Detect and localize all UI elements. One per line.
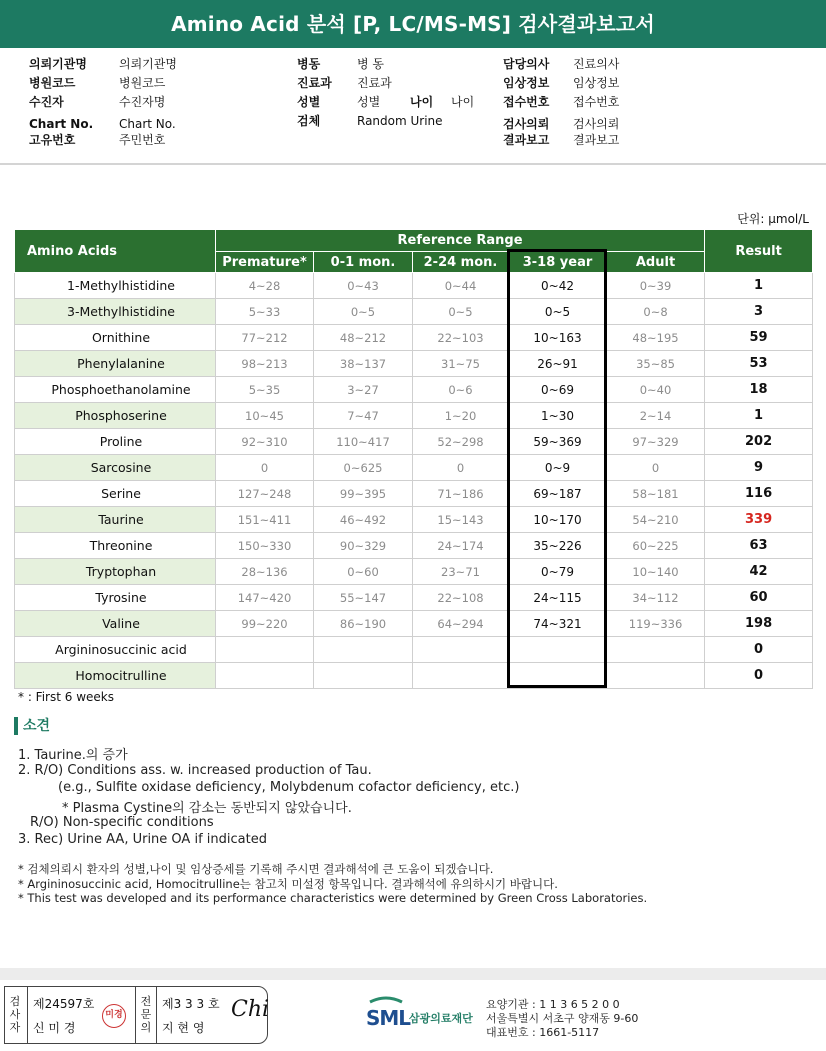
ref-2-24-mon: 31~75 (413, 351, 509, 377)
ref-premature (216, 663, 314, 689)
finding-line: 2. R/O) Conditions ass. w. increased production of Tau. (18, 763, 372, 778)
hdr-label: 임상정보 (503, 76, 550, 90)
tester-label: 검사자 (9, 995, 21, 1034)
hdr-label: 검체 (297, 114, 321, 128)
ref-0-1-mon: 0~43 (314, 273, 413, 299)
ref-premature: 151~411 (216, 507, 314, 533)
signature-box (4, 986, 268, 1044)
table-row (15, 403, 813, 429)
table-row (15, 273, 813, 299)
ref-adult: 0 (607, 455, 705, 481)
ref-premature: 28~136 (216, 559, 314, 585)
ref-adult: 48~195 (607, 325, 705, 351)
ref-3-18-year: 0~69 (509, 377, 607, 403)
table-row (15, 455, 813, 481)
ref-3-18-year (509, 663, 607, 689)
ref-0-1-mon: 38~137 (314, 351, 413, 377)
ref-2-24-mon: 15~143 (413, 507, 509, 533)
ref-0-1-mon: 86~190 (314, 611, 413, 637)
hdr-value: 수진자명 (119, 95, 166, 109)
tester-cert: 제24597호 (33, 997, 95, 1011)
org-address: 서울특별시 서초구 양재동 9-60 (486, 1012, 639, 1025)
ref-3-18-year: 10~163 (509, 325, 607, 351)
ref-premature: 77~212 (216, 325, 314, 351)
amino-acid-name: Homocitrulline (15, 663, 216, 689)
ref-3-18-year (509, 637, 607, 663)
ref-0-1-mon: 46~492 (314, 507, 413, 533)
ref-adult: 35~85 (607, 351, 705, 377)
result-value: 116 (705, 481, 813, 507)
ref-premature: 147~420 (216, 585, 314, 611)
ref-premature: 150~330 (216, 533, 314, 559)
result-value: 198 (705, 611, 813, 637)
hdr-label: 결과보고 (503, 133, 550, 147)
result-value: 60 (705, 585, 813, 611)
ref-0-1-mon: 0~625 (314, 455, 413, 481)
ref-2-24-mon (413, 663, 509, 689)
ref-adult: 54~210 (607, 507, 705, 533)
col-reference-range: Reference Range (216, 230, 705, 252)
ref-premature: 10~45 (216, 403, 314, 429)
table-row (15, 351, 813, 377)
ref-2-24-mon: 24~174 (413, 533, 509, 559)
divider (135, 987, 136, 1043)
ref-adult: 119~336 (607, 611, 705, 637)
amino-acid-name: Phenylalanine (15, 351, 216, 377)
ref-3-18-year: 0~79 (509, 559, 607, 585)
ref-adult (607, 637, 705, 663)
table-row (15, 611, 813, 637)
amino-acid-name: Tryptophan (15, 559, 216, 585)
table-row (15, 533, 813, 559)
col-0-1-mon: 0-1 mon. (314, 252, 413, 273)
report-title: Amino Acid 분석 [P, LC/MS-MS] 검사결과보고서 (0, 0, 826, 48)
ref-premature: 0 (216, 455, 314, 481)
result-value: 63 (705, 533, 813, 559)
ref-2-24-mon: 64~294 (413, 611, 509, 637)
divider (27, 987, 28, 1043)
ref-2-24-mon: 71~186 (413, 481, 509, 507)
seal-stamp: 미경 (102, 1004, 126, 1028)
org-name: 삼광의료재단 (409, 1012, 473, 1025)
hdr-value: 임상정보 (573, 76, 620, 90)
unit-label: 단위: μmol/L (737, 212, 809, 226)
ref-3-18-year: 26~91 (509, 351, 607, 377)
table-row (15, 325, 813, 351)
ref-2-24-mon: 52~298 (413, 429, 509, 455)
ref-3-18-year: 74~321 (509, 611, 607, 637)
hdr-value: 의뢰기관명 (119, 57, 177, 71)
result-value: 1 (705, 273, 813, 299)
note-line: * 검체의뢰시 환자의 성별,나이 및 임상증세를 기록해 주시면 결과해석에 큰 도움이 되겠습니다. (18, 862, 494, 876)
ref-adult: 34~112 (607, 585, 705, 611)
note-line: * This test was developed and its performance characteristics were determined by Green Cross Laboratories. (18, 891, 648, 905)
result-value: 339 (705, 507, 813, 533)
ref-3-18-year: 59~369 (509, 429, 607, 455)
ref-3-18-year: 24~115 (509, 585, 607, 611)
hdr-value: 검사의뢰 (573, 117, 620, 131)
result-value: 59 (705, 325, 813, 351)
org-code: 요양기관 : 1 1 3 6 5 2 0 0 (486, 998, 620, 1011)
hdr-value: 주민번호 (119, 133, 166, 147)
finding-line: * Plasma Cystine의 감소는 동반되지 않았습니다. (62, 801, 352, 816)
ref-adult: 0~39 (607, 273, 705, 299)
ref-premature: 92~310 (216, 429, 314, 455)
hdr-label: 접수번호 (503, 95, 550, 109)
hdr-label: 진료과 (297, 76, 332, 90)
result-value: 0 (705, 663, 813, 689)
org-phone: 대표번호 : 1661-5117 (486, 1026, 600, 1039)
table-row (15, 585, 813, 611)
note-line: * Argininosuccinic acid, Homocitrulline는 참고치 미설정 항목입니다. 결과해석에 유의하시기 바랍니다. (18, 877, 558, 891)
ref-adult (607, 663, 705, 689)
hdr-label: 성별 (297, 95, 321, 109)
ref-adult: 97~329 (607, 429, 705, 455)
signature-mark: Chi (231, 997, 270, 1022)
hdr-value: 진료의사 (573, 57, 620, 71)
ref-2-24-mon: 22~103 (413, 325, 509, 351)
hdr-label: 검사의뢰 (503, 117, 550, 131)
divider (0, 163, 826, 165)
ref-3-18-year: 10~170 (509, 507, 607, 533)
col-adult: Adult (607, 252, 705, 273)
amino-acid-name: Tyrosine (15, 585, 216, 611)
table-row (15, 299, 813, 325)
ref-premature: 127~248 (216, 481, 314, 507)
ref-3-18-year: 35~226 (509, 533, 607, 559)
amino-acid-name: Threonine (15, 533, 216, 559)
amino-acid-name: Proline (15, 429, 216, 455)
hdr-value: 결과보고 (573, 133, 620, 147)
table-row (15, 507, 813, 533)
result-value: 3 (705, 299, 813, 325)
hdr-label: 수진자 (29, 95, 64, 109)
divider (156, 987, 157, 1043)
hdr-value: 진료과 (357, 76, 392, 90)
table-row (15, 377, 813, 403)
ref-2-24-mon: 0~6 (413, 377, 509, 403)
amino-acid-name: Serine (15, 481, 216, 507)
ref-adult: 58~181 (607, 481, 705, 507)
ref-0-1-mon (314, 663, 413, 689)
table-row (15, 559, 813, 585)
amino-acid-name: Taurine (15, 507, 216, 533)
hdr-label: 고유번호 (29, 133, 76, 147)
premature-footnote: * : First 6 weeks (18, 690, 114, 704)
amino-acid-name: 3-Methylhistidine (15, 299, 216, 325)
ref-adult: 0~40 (607, 377, 705, 403)
specialist-cert: 제3 3 3 호 (162, 997, 220, 1011)
amino-acid-name: 1-Methylhistidine (15, 273, 216, 299)
col-result: Result (705, 230, 813, 273)
amino-acid-name: Phosphoserine (15, 403, 216, 429)
ref-2-24-mon: 0 (413, 455, 509, 481)
hdr-value: Random Urine (357, 114, 443, 128)
finding-line: 1. Taurine.의 증가 (18, 748, 128, 763)
ref-3-18-year: 0~9 (509, 455, 607, 481)
hdr-label: Chart No. (29, 117, 94, 131)
ref-0-1-mon: 55~147 (314, 585, 413, 611)
ref-adult: 60~225 (607, 533, 705, 559)
finding-line: R/O) Non-specific conditions (30, 815, 214, 830)
hdr-label: 병원코드 (29, 76, 76, 90)
ref-0-1-mon: 99~395 (314, 481, 413, 507)
result-value: 0 (705, 637, 813, 663)
ref-premature: 4~28 (216, 273, 314, 299)
finding-line: 3. Rec) Urine AA, Urine OA if indicated (18, 832, 267, 847)
result-value: 53 (705, 351, 813, 377)
tester-name: 신 미 경 (33, 1021, 76, 1035)
ref-3-18-year: 0~42 (509, 273, 607, 299)
table-row (15, 429, 813, 455)
ref-premature: 99~220 (216, 611, 314, 637)
org-logo: SML (366, 1006, 411, 1030)
hdr-label: 병동 (297, 57, 321, 71)
ref-3-18-year: 1~30 (509, 403, 607, 429)
ref-premature (216, 637, 314, 663)
col-amino-acids: Amino Acids (15, 230, 216, 273)
ref-0-1-mon: 0~5 (314, 299, 413, 325)
ref-0-1-mon: 110~417 (314, 429, 413, 455)
hdr-value: 나이 (451, 95, 475, 109)
col-2-24-mon: 2-24 mon. (413, 252, 509, 273)
ref-0-1-mon: 0~60 (314, 559, 413, 585)
table-row (15, 637, 813, 663)
ref-0-1-mon: 90~329 (314, 533, 413, 559)
ref-premature: 5~35 (216, 377, 314, 403)
ref-2-24-mon: 22~108 (413, 585, 509, 611)
ref-2-24-mon (413, 637, 509, 663)
ref-adult: 0~8 (607, 299, 705, 325)
result-value: 42 (705, 559, 813, 585)
ref-0-1-mon: 48~212 (314, 325, 413, 351)
amino-acid-name: Argininosuccinic acid (15, 637, 216, 663)
ref-premature: 98~213 (216, 351, 314, 377)
result-value: 1 (705, 403, 813, 429)
ref-2-24-mon: 1~20 (413, 403, 509, 429)
ref-2-24-mon: 23~71 (413, 559, 509, 585)
ref-adult: 2~14 (607, 403, 705, 429)
specialist-name: 지 현 영 (162, 1021, 205, 1035)
ref-premature: 5~33 (216, 299, 314, 325)
ref-3-18-year: 69~187 (509, 481, 607, 507)
hdr-value: 병 동 (357, 57, 384, 71)
col-3-18-year: 3-18 year (509, 252, 607, 273)
hdr-value: Chart No. (119, 117, 176, 131)
result-value: 9 (705, 455, 813, 481)
result-value: 202 (705, 429, 813, 455)
hdr-value: 접수번호 (573, 95, 620, 109)
ref-0-1-mon (314, 637, 413, 663)
hdr-label: 의뢰기관명 (29, 57, 87, 71)
ref-3-18-year: 0~5 (509, 299, 607, 325)
footer-band (0, 968, 826, 980)
ref-2-24-mon: 0~44 (413, 273, 509, 299)
ref-adult: 10~140 (607, 559, 705, 585)
amino-acid-name: Ornithine (15, 325, 216, 351)
col-premature: Premature* (216, 252, 314, 273)
hdr-value: 병원코드 (119, 76, 166, 90)
amino-acid-name: Valine (15, 611, 216, 637)
ref-0-1-mon: 3~27 (314, 377, 413, 403)
hdr-label: 나이 (410, 95, 434, 109)
ref-0-1-mon: 7~47 (314, 403, 413, 429)
specialist-label: 전문의 (140, 995, 152, 1034)
hdr-label: 담당의사 (503, 57, 550, 71)
table-row (15, 481, 813, 507)
amino-acid-name: Phosphoethanolamine (15, 377, 216, 403)
result-value: 18 (705, 377, 813, 403)
findings-title: 소견 (14, 717, 50, 735)
table-row (15, 663, 813, 689)
results-table (14, 229, 813, 689)
ref-2-24-mon: 0~5 (413, 299, 509, 325)
amino-acid-name: Sarcosine (15, 455, 216, 481)
hdr-value: 성별 (357, 95, 381, 109)
finding-line: (e.g., Sulfite oxidase deficiency, Molybdenum cofactor deficiency, etc.) (58, 780, 520, 795)
